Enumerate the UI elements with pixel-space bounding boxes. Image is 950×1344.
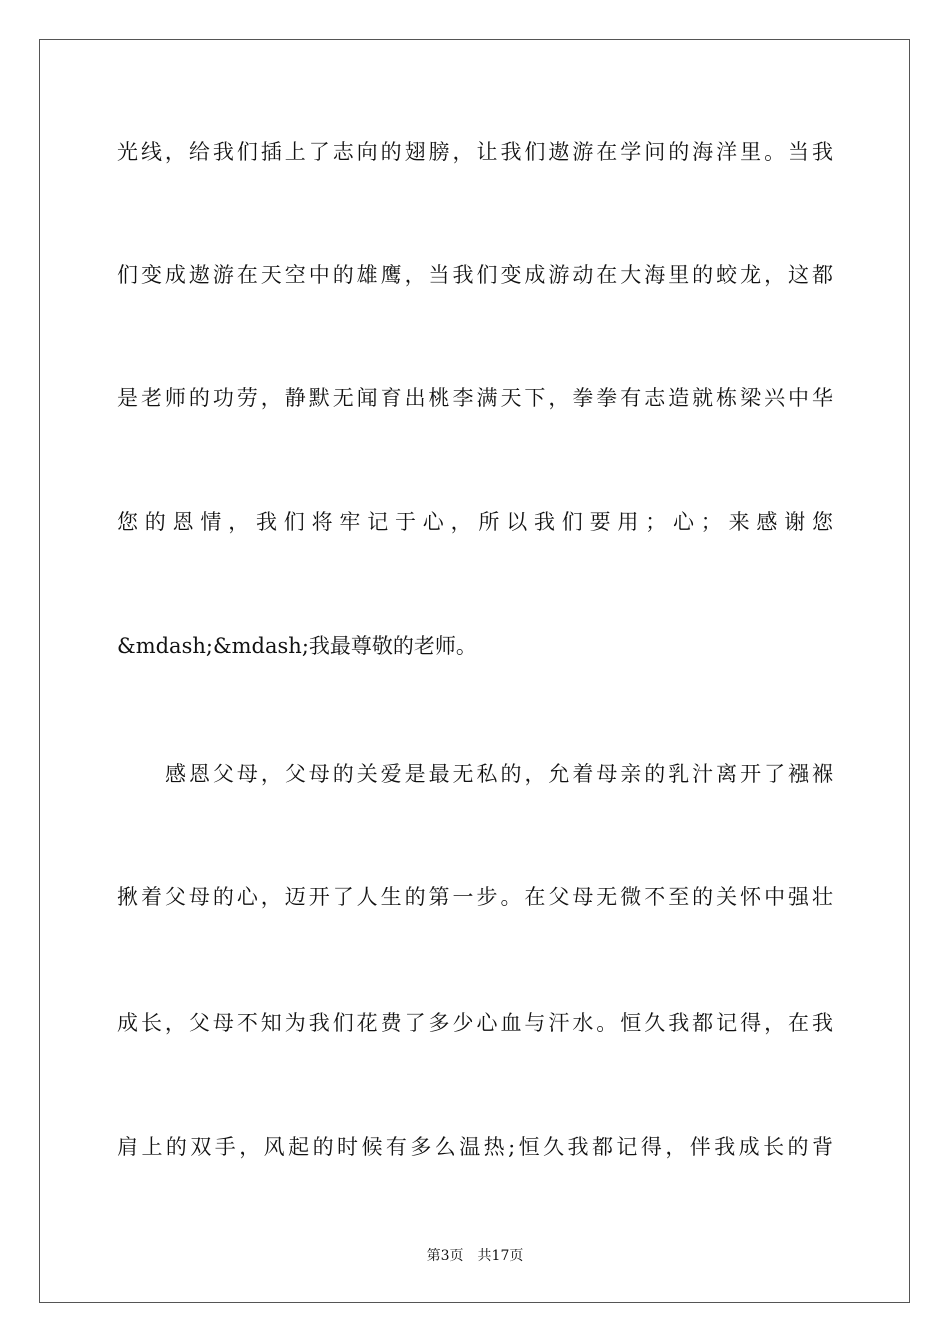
text-line-4: 您的恩情，我们将牢记于心，所以我们要用；心；来感谢您 bbox=[117, 510, 833, 534]
page-number: 第3页 bbox=[426, 1248, 464, 1264]
text-line-8: 成长，父母不知为我们花费了多少心血与汗水。恒久我都记得，在我 bbox=[117, 1011, 833, 1035]
page-total: 共17页 bbox=[477, 1248, 524, 1264]
page-border bbox=[39, 39, 910, 1303]
text-line-5: &mdash;&mdash;我最尊敬的老师。 bbox=[117, 634, 477, 658]
text-line-2: 们变成遨游在天空中的雄鹰，当我们变成游动在大海里的蛟龙，这都 bbox=[117, 263, 833, 287]
text-line-3: 是老师的功劳，静默无闻育出桃李满天下，拳拳有志造就栋梁兴中华 bbox=[117, 386, 833, 410]
text-line-7: 揪着父母的心，迈开了人生的第一步。在父母无微不至的关怀中强壮 bbox=[117, 885, 833, 909]
text-line-6: 感恩父母，父母的关爱是最无私的，允着母亲的乳汁离开了襁褓 bbox=[165, 762, 833, 786]
text-line-9: 肩上的双手，风起的时候有多么温热;恒久我都记得，伴我成长的背 bbox=[117, 1135, 833, 1159]
text-line-1: 光线，给我们插上了志向的翅膀，让我们遨游在学问的海洋里。当我 bbox=[117, 140, 833, 164]
page-footer bbox=[0, 1246, 950, 1266]
